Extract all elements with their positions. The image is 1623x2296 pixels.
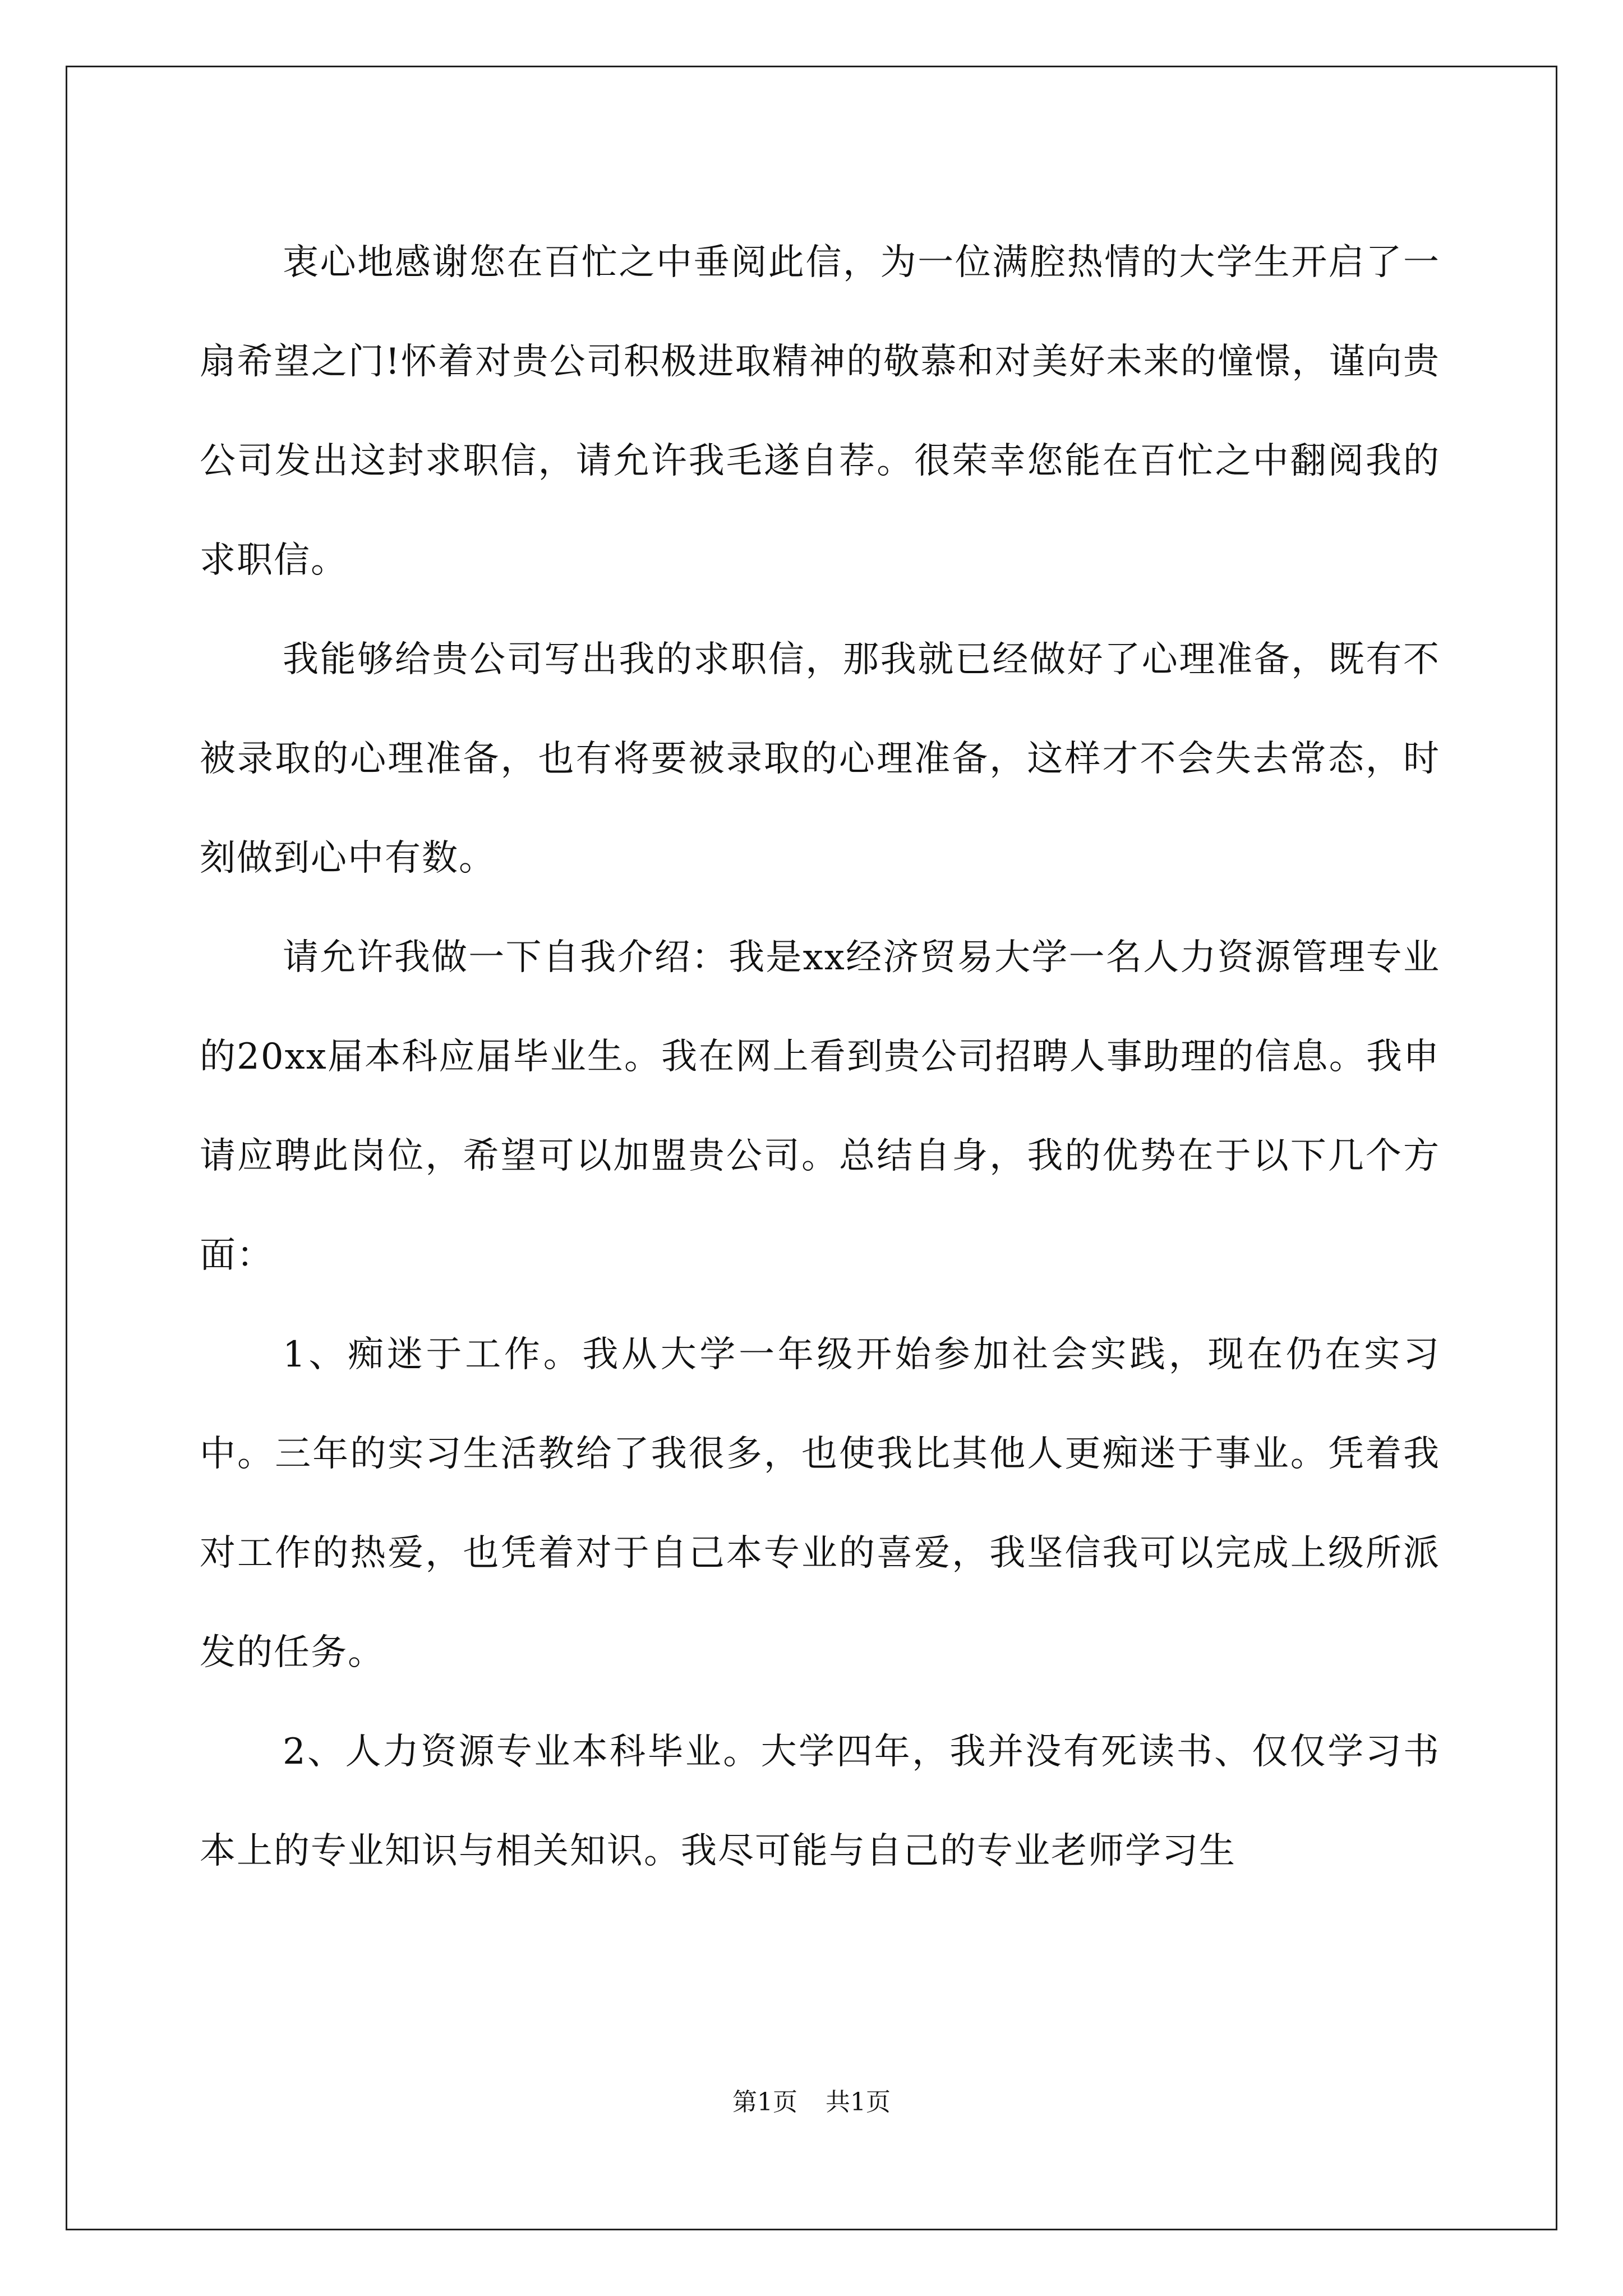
page-total: 共1页 [826, 2088, 891, 2116]
page-number: 第1页 [732, 2088, 797, 2116]
paragraph-5: 2、人力资源专业本科毕业。大学四年，我并没有死读书、仅仅学习书本上的专业知识与相关知识。我尽可能与自己的专业老师学习生 [200, 1731, 1440, 1872]
page-footer [0, 2086, 1623, 2119]
paragraph-2: 我能够给贵公司写出我的求职信，那我就已经做好了心理准备，既有不被录取的心理准备，也有将要被录取的心理准备，这样才不会失去常态，时刻做到心中有数。 [200, 639, 1440, 879]
paragraph-1: 衷心地感谢您在百忙之中垂阅此信，为一位满腔热情的大学生开启了一扇希望之门!怀着对贵公司积极进取精神的敬慕和对美好未来的憧憬，谨向贵公司发出这封求职信，请允许我毛遂自荐。很荣幸您能在百忙之中翻阅我的求职信。 [200, 242, 1440, 581]
document-body [200, 213, 1440, 1901]
paragraph-3: 请允许我做一下自我介绍：我是xx经济贸易大学一名人力资源管理专业的20xx届本科应届毕业生。我在网上看到贵公司招聘人事助理的信息。我申请应聘此岗位，希望可以加盟贵公司。总结自身，我的优势在于以下几个方面： [200, 937, 1440, 1276]
paragraph-4: 1、痴迷于工作。我从大学一年级开始参加社会实践，现在仍在实习中。三年的实习生活教给了我很多，也使我比其他人更痴迷于事业。凭着我对工作的热爱，也凭着对于自己本专业的喜爱，我坚信我可以完成上级所派发的任务。 [200, 1334, 1440, 1673]
